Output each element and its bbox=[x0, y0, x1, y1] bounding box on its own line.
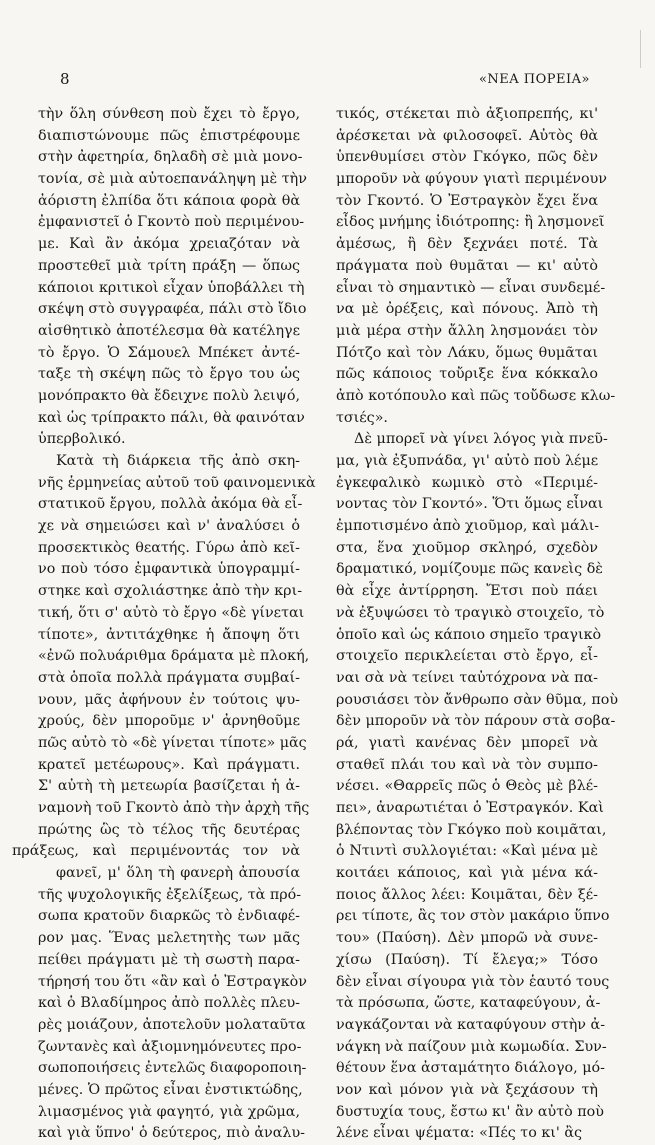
text-line: ζωντανὲς καὶ ἀξιομνημόνευτες προ- bbox=[38, 1038, 302, 1055]
text-line: πῶς κάποιος τοὔριξε ἕνα κόκκαλο bbox=[336, 366, 598, 383]
text-line: σκέψη στὸ συγγραφέα, πάλι στὸ ἴδιο bbox=[38, 301, 307, 318]
scan-artifact-line bbox=[640, 30, 641, 68]
text-line: ποιος ἄλλος λέει: Κοιμᾶται, δὲν ξέ- bbox=[336, 886, 598, 903]
text-line: μποροῦν νὰ φύγουν γιατὶ περιμένουν bbox=[336, 171, 607, 188]
text-line: νῆς ἑρμηνείας αὐτοῦ τοῦ φαινομενικὰ bbox=[38, 474, 316, 491]
text-line: του» (Παύση). Δὲν μπορῶ νὰ συνε- bbox=[336, 930, 598, 947]
text-line: ταξε τὴ σκέψη πῶς τὸ ἔργο του ὡς bbox=[38, 366, 300, 383]
text-line: ὑπερβολικό. bbox=[38, 431, 126, 448]
text-line: ναγκάζονται νὰ καταφύγουν στὴν ἀ- bbox=[336, 1016, 606, 1033]
text-line: δυστυχία τους, ἔστω κι' ἂν αὐτὸ ποὺ bbox=[336, 1103, 604, 1120]
text-line: προστεθεῖ μιὰ τρίτη πράξη — ὅπως bbox=[38, 257, 300, 274]
text-line: ὑπενθυμίσει στὸν Γκόγκο, πῶς δὲν bbox=[336, 149, 598, 166]
text-line: τὴν ὅλη σύνθεση ποὺ ἔχει τὸ ἔργο, bbox=[38, 106, 300, 122]
text-line: νάγκη νὰ παίζουν μιὰ κωμωδία. Συν- bbox=[336, 1038, 607, 1055]
text-line: μονόπρακτο θὰ ἔδειχνε πολὺ λειψό, bbox=[38, 387, 300, 404]
text-line: νον καὶ μόνον γιὰ νὰ ξεχάσουν τὴ bbox=[336, 1081, 598, 1098]
text-line: ρουσιάσει τὸν ἄνθρωπο σὰν θῦμα, ποὺ bbox=[336, 691, 619, 708]
text-line: Κατὰ τὴ διάρκεια τῆς ἀπὸ σκη- bbox=[56, 453, 300, 469]
text-line: πει», ἀναρωτιέται ὁ Ἐστραγκόν. Καὶ bbox=[336, 800, 604, 816]
text-line: ρον μας. Ἕνας μελετητὴς των μᾶς bbox=[38, 930, 300, 947]
text-line: θὰ εἶχε ἀντίρρηση. Ἔτσι ποὺ πάει bbox=[336, 583, 598, 600]
text-line: φανεῖ, μ' ὅλη τὴ φανερὴ ἀπουσία bbox=[56, 865, 300, 882]
text-line: μα, γιὰ ἐξυπνάδα, γι' αὐτὸ ποὺ λέμε bbox=[336, 453, 599, 469]
text-line: σταθεῖ πλάι του καὶ νὰ τὸν συμπο- bbox=[336, 756, 598, 773]
text-line: νο ποὺ τόσο ἐμφαντικὰ ὑπογραμμί- bbox=[38, 561, 300, 578]
text-line: νοντας τὸν Γκοντό». Ὅτι ὅμως εἶναι bbox=[336, 496, 604, 513]
text-line: στοιχεῖο περικλείεται στὸ ἔργο, εἶ- bbox=[336, 648, 598, 665]
text-line: λένε εἶναι ψέματα: «Πές το κι' ἂς bbox=[336, 1125, 583, 1142]
text-line: Δὲ μπορεῖ νὰ γίνει λόγος γιὰ πνεῦ- bbox=[354, 431, 608, 448]
text-line: μιὰ μέρα στὴν ἄλλη λησμονάει τὸν bbox=[336, 322, 598, 339]
text-line: τονία, σὲ μιὰ αὐτοεπανάληψη μὲ τὴν bbox=[38, 171, 307, 188]
text-line: στηκε καὶ σχολιάστηκε ἀπὸ τὴν κρι- bbox=[38, 583, 303, 600]
text-line: να μὲ ὀρέξεις, καὶ πόνους. Ἀπὸ τὴ bbox=[336, 301, 598, 318]
text-line: πρώτης ὣς τὸ τέλος τῆς δευτέρας bbox=[38, 821, 300, 838]
text-line: με. Καὶ ἂν ἀκόμα χρειαζόταν νὰ bbox=[38, 236, 300, 253]
text-line: Σ' αὐτὴ τὴ μετεωρία βασίζεται ἡ ἀ- bbox=[38, 778, 300, 795]
text-line: ναμονὴ τοῦ Γκοντὸ ἀπὸ τὴν ἀρχὴ τῆς bbox=[38, 800, 310, 816]
text-line: πράξεως, καὶ περιμένοντάς τον νὰ bbox=[12, 843, 300, 860]
text-line: σωποποιήσεις ἐντελῶς διαφοροποιη- bbox=[38, 1060, 307, 1077]
text-line: ρά, γιατὶ κανένας δὲν μπορεῖ νὰ bbox=[336, 734, 598, 751]
text-line: πράγματα ποὺ θυμᾶται — κι' αὐτὸ bbox=[336, 257, 598, 274]
text-line: κάποιοι κριτικοὶ εἶχαν ὑποβάλλει τὴ bbox=[38, 279, 305, 296]
text-line: δὲν εἶναι σίγουρα γιὰ τὸν ἑαυτό τους bbox=[336, 973, 610, 990]
text-line: τὸν Γκοντό. Ὁ Ἐστραγκὸν ἔχει ἕνα bbox=[336, 192, 598, 209]
text-line: στὴν ἀφετηρία, δηλαδὴ σὲ μιὰ μονο- bbox=[38, 149, 303, 166]
text-line: νουν, μᾶς ἀφήνουν ἐν τούτοις ψυ- bbox=[38, 691, 300, 708]
page-header bbox=[60, 70, 590, 92]
text-line: στὰ ὁποῖα πολλὰ πράγματα συμβαί- bbox=[38, 669, 300, 686]
text-line: ναι σὰ νὰ τείνει ταὐτόχρονα νὰ πα- bbox=[336, 669, 598, 686]
text-line: τὸ ἔργο. Ὁ Σάμουελ Μπέκετ ἀντέ- bbox=[38, 344, 300, 361]
text-line: μένες. Ὁ πρῶτος εἶναι ἐνστικτώδης, bbox=[38, 1081, 303, 1098]
text-line: ρὲς μοιάζουν, ἀποτελοῦν μολαταῦτα bbox=[38, 1016, 306, 1033]
left-text-column bbox=[12, 104, 316, 1145]
text-line: πῶς αὐτὸ τὸ «δὲ γίνεται τίποτε» μᾶς bbox=[38, 734, 307, 751]
text-line: τικός, στέκεται πιὸ ἀξιοπρεπής, κι' bbox=[336, 106, 598, 122]
text-line: πείθει πράγματι μὲ τὴ σωστὴ παρα- bbox=[38, 951, 300, 968]
text-line: χίσω (Παύση). Τί ἔλεγα;» Τόσο bbox=[336, 951, 598, 968]
text-line: δραματικό, νομίζουμε πῶς κανεὶς δὲ bbox=[336, 561, 603, 578]
running-title: «ΝΕΑ ΠΟΡΕΙΑ» bbox=[478, 72, 590, 87]
text-line: ὁποῖο καὶ ὡς κάποιο σημεῖο τραγικὸ bbox=[336, 626, 602, 643]
text-line: λιμασμένος γιὰ φαγητό, γιὰ χρῶμα, bbox=[38, 1103, 300, 1120]
text-line: ἐμποτισμένο ἀπὸ χιοῦμορ, καὶ μάλι- bbox=[336, 518, 600, 535]
text-line: ρει τίποτε, ἂς τον στὸν μακάριο ὕπνο bbox=[336, 908, 610, 925]
text-line: ἐμφανιστεῖ ὁ Γκοντὸ ποὺ περιμένου- bbox=[38, 214, 305, 231]
text-line: «ἐνῶ πολυάριθμα δράματα μὲ πλοκή, bbox=[38, 648, 310, 665]
text-line: χε νὰ σημειώσει καὶ ν' ἀναλύσει ὁ bbox=[38, 518, 300, 535]
text-line: νέσει. «Θαρρεῖς πῶς ὁ Θεὸς μὲ βλέ- bbox=[336, 778, 598, 795]
text-line: καὶ ὁ Βλαδίμηρος ἀπὸ πολλὲς πλευ- bbox=[38, 995, 300, 1012]
right-text-column bbox=[336, 104, 619, 1145]
text-line: καὶ ὡς τρίπρακτο πάλι, θὰ φαινόταν bbox=[38, 409, 305, 426]
text-line: εἶναι τὸ σημαντικὸ — εἶναι συνδεμέ- bbox=[336, 279, 606, 296]
text-line: θέτουν ἕνα ἀσταμάτητο διάλογο, μό- bbox=[336, 1060, 605, 1077]
text-line: τὰ πρόσωπα, ὥστε, καταφεύγουν, ἀ- bbox=[336, 995, 601, 1012]
page-number: 8 bbox=[60, 70, 70, 88]
text-line: τίποτε», ἀντιτάχθηκε ἡ ἄποψη ὅτι bbox=[38, 626, 300, 643]
text-line: Πότζο καὶ τὸν Λάκυ, ὅμως θυμᾶται bbox=[336, 344, 598, 361]
text-line: ἀπὸ κοτόπουλο καὶ πῶς τοὔδωσε κλω- bbox=[336, 387, 616, 404]
text-line: σωπα κρατοῦν διαρκῶς τὸ ἐνδιαφέ- bbox=[38, 908, 300, 925]
text-line: κοιτάει κάποιος, καὶ γιὰ μένα κά- bbox=[336, 865, 598, 882]
text-line: ἀόριστη ἐλπίδα ὅτι κάποια φορὰ θὰ bbox=[38, 192, 300, 209]
text-line: ἀρέσκεται νὰ φιλοσοφεῖ. Αὐτὸς θὰ bbox=[336, 127, 598, 144]
text-line: διαπιστώνουμε πῶς ἐπιστρέφουμε bbox=[38, 127, 300, 144]
text-line: βλέποντας τὸν Γκόγκο ποὺ κοιμᾶται, bbox=[336, 821, 607, 838]
text-line: δὲν μποροῦν νὰ τὸν πάρουν στὰ σοβα- bbox=[336, 713, 616, 730]
text-line: νὰ ἐξυψώσει τὸ τραγικὸ στοιχεῖο, τὸ bbox=[336, 604, 605, 621]
text-line: τῆς ψυχολογικῆς ἐξελίξεως, τὰ πρό- bbox=[38, 886, 302, 903]
text-line: χρούς, δὲν μποροῦμε ν' ἀρνηθοῦμε bbox=[38, 713, 300, 730]
text-line: στα, ἕνα χιοῦμορ σκληρό, σχεδὸν bbox=[336, 539, 598, 556]
text-line: καὶ γιὰ ὕπνο' ὁ δεύτερος, πιὸ ἀναλυ- bbox=[38, 1125, 305, 1142]
text-line: τική, ὅτι σ' αὐτὸ τὸ ἔργο «δὲ γίνεται bbox=[38, 604, 305, 621]
text-line: προσεκτικὸς θεατής. Γύρω ἀπὸ κεῖ- bbox=[38, 539, 300, 556]
text-line: ἀμέσως, ἢ δὲν ξεχνάει ποτέ. Τὰ bbox=[336, 236, 598, 253]
text-line: ἐγκεφαλικὸ κωμικὸ στὸ «Περιμέ- bbox=[336, 474, 598, 491]
text-line: τσιές». bbox=[336, 409, 388, 426]
text-line: κρατεῖ μετέωρους». Καὶ πράγματι. bbox=[38, 756, 300, 773]
text-line: αἰσθητικὸ ἀποτέλεσμα θὰ κατέληγε bbox=[38, 322, 300, 339]
text-line: ὁ Ντιντὶ συλλογιέται: «Καὶ μένα μὲ bbox=[336, 843, 598, 860]
text-line: τήρησή του ὅτι «ἂν καὶ ὁ Ἐστραγκὸν bbox=[38, 973, 307, 990]
text-line: στατικοῦ ἔργου, πολλὰ ἀκόμα θὰ εἶ- bbox=[38, 496, 303, 513]
text-line: εἶδος μνήμης ἰδιότροπης: ἢ λησμονεῖ bbox=[336, 214, 605, 231]
